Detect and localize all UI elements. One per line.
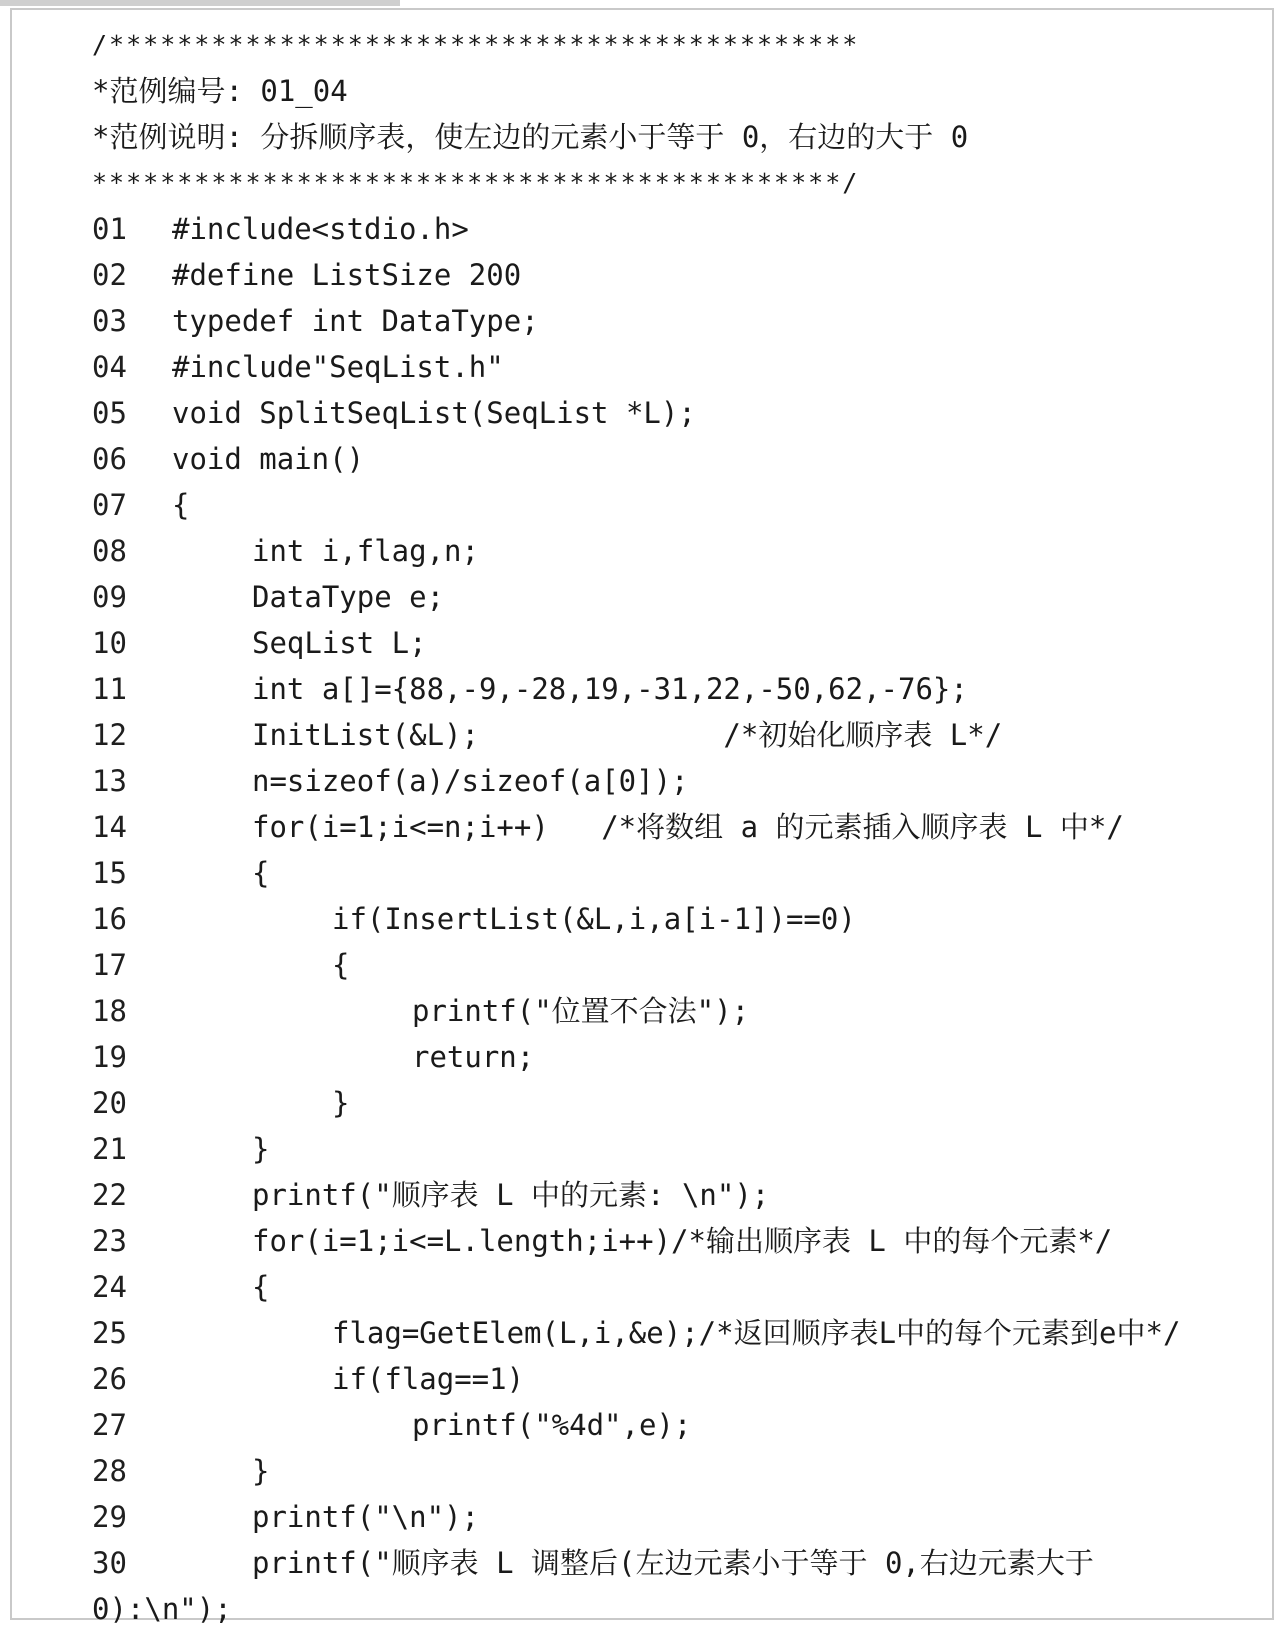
code-line (92, 482, 1272, 528)
code-line (92, 1218, 1272, 1264)
code-text: } (252, 1454, 270, 1488)
line-number: 10 (92, 626, 127, 660)
line-number: 18 (92, 994, 127, 1028)
code-line (92, 666, 1272, 712)
code-line (92, 1310, 1272, 1356)
code-text: if(flag==1) (332, 1362, 525, 1396)
code-text: printf("顺序表 L 中的元素: \n"); (252, 1178, 770, 1212)
stars-top-text: /******************************************** (92, 30, 860, 59)
example-number-text: *范例编号: 01_04 (92, 74, 348, 108)
line-number: 03 (92, 304, 127, 338)
code-line (92, 1080, 1272, 1126)
code-text: #define ListSize 200 (172, 258, 522, 292)
code-line (92, 620, 1272, 666)
code-text: { (172, 488, 190, 522)
line-number: 21 (92, 1132, 127, 1166)
header-example-desc (92, 114, 1272, 160)
example-desc-text: *范例说明: 分拆顺序表，使左边的元素小于等于 0，右边的大于 0 (92, 120, 969, 154)
code-line (92, 1494, 1272, 1540)
line-number: 04 (92, 350, 127, 384)
code-text: typedef int DataType; (172, 304, 539, 338)
code-line (92, 804, 1272, 850)
code-line (92, 528, 1272, 574)
code-line (92, 1126, 1272, 1172)
line-number: 13 (92, 764, 127, 798)
code-line (92, 1540, 1272, 1586)
code-line (92, 1586, 1272, 1632)
code-text: printf("顺序表 L 调整后(左边元素小于等于 0,右边元素大于 (252, 1546, 1094, 1580)
code-text: void SplitSeqList(SeqList *L); (172, 396, 696, 430)
code-listing (92, 22, 1272, 1632)
code-text: DataType e; (252, 580, 445, 614)
code-line (92, 206, 1272, 252)
line-number: 11 (92, 672, 127, 706)
code-line (92, 436, 1272, 482)
line-number: 05 (92, 396, 127, 430)
code-text: void main() (172, 442, 365, 476)
code-text: return; (412, 1040, 535, 1074)
line-number: 16 (92, 902, 127, 936)
code-line (92, 712, 1272, 758)
line-number: 01 (92, 212, 127, 246)
code-text: for(i=1;i<=L.length;i++)/*输出顺序表 L 中的每个元素*/ (252, 1224, 1113, 1258)
code-line (92, 298, 1272, 344)
stars-bottom-text: ********************************************/ (92, 168, 860, 197)
line-number: 25 (92, 1316, 127, 1350)
code-text: } (332, 1086, 350, 1120)
line-number: 14 (92, 810, 127, 844)
code-line (92, 850, 1272, 896)
code-text: InitList(&L); /*初始化顺序表 L*/ (252, 718, 1003, 752)
code-text: 0):\n"); (92, 1592, 232, 1626)
header-example-number (92, 68, 1272, 114)
line-number: 30 (92, 1546, 127, 1580)
code-line (92, 1356, 1272, 1402)
line-number: 29 (92, 1500, 127, 1534)
line-number: 19 (92, 1040, 127, 1074)
line-number: 02 (92, 258, 127, 292)
code-text: printf("%4d",e); (412, 1408, 692, 1442)
code-line (92, 1034, 1272, 1080)
code-line (92, 758, 1272, 804)
code-line (92, 344, 1272, 390)
code-text: { (252, 856, 270, 890)
code-text: int a[]={88,-9,-28,19,-31,22,-50,62,-76}; (252, 672, 968, 706)
code-listing-frame (10, 8, 1274, 1626)
line-number: 26 (92, 1362, 127, 1396)
code-text: printf("位置不合法"); (412, 994, 750, 1028)
code-text: for(i=1;i<=n;i++) /*将数组 a 的元素插入顺序表 L 中*/ (252, 810, 1124, 844)
code-text: { (332, 948, 350, 982)
top-scroll-strip (0, 0, 400, 6)
code-text: } (252, 1132, 270, 1166)
header-stars-top (92, 22, 1272, 68)
code-line (92, 1264, 1272, 1310)
line-number: 06 (92, 442, 127, 476)
line-number: 28 (92, 1454, 127, 1488)
code-line (92, 1448, 1272, 1494)
line-number: 15 (92, 856, 127, 890)
code-line (92, 988, 1272, 1034)
line-number: 08 (92, 534, 127, 568)
line-number: 17 (92, 948, 127, 982)
header-stars-bottom (92, 160, 1272, 206)
code-line (92, 942, 1272, 988)
code-text: flag=GetElem(L,i,&e);/*返回顺序表L中的每个元素到e中*/ (332, 1316, 1181, 1350)
code-line (92, 574, 1272, 620)
code-text: #include<stdio.h> (172, 212, 469, 246)
code-text: n=sizeof(a)/sizeof(a[0]); (252, 764, 689, 798)
line-number: 23 (92, 1224, 127, 1258)
code-text: if(InsertList(&L,i,a[i-1])==0) (332, 902, 856, 936)
code-text: int i,flag,n; (252, 534, 479, 568)
code-line (92, 390, 1272, 436)
line-number: 27 (92, 1408, 127, 1442)
line-number: 24 (92, 1270, 127, 1304)
code-line (92, 1172, 1272, 1218)
code-text: printf("\n"); (252, 1500, 479, 1534)
line-number: 22 (92, 1178, 127, 1212)
code-line (92, 252, 1272, 298)
code-text: SeqList L; (252, 626, 427, 660)
line-number: 20 (92, 1086, 127, 1120)
code-text: #include"SeqList.h" (172, 350, 504, 384)
line-number: 07 (92, 488, 127, 522)
code-line (92, 1402, 1272, 1448)
code-text: { (252, 1270, 270, 1304)
code-line (92, 896, 1272, 942)
line-number: 09 (92, 580, 127, 614)
code-lines (92, 206, 1272, 1632)
line-number: 12 (92, 718, 127, 752)
